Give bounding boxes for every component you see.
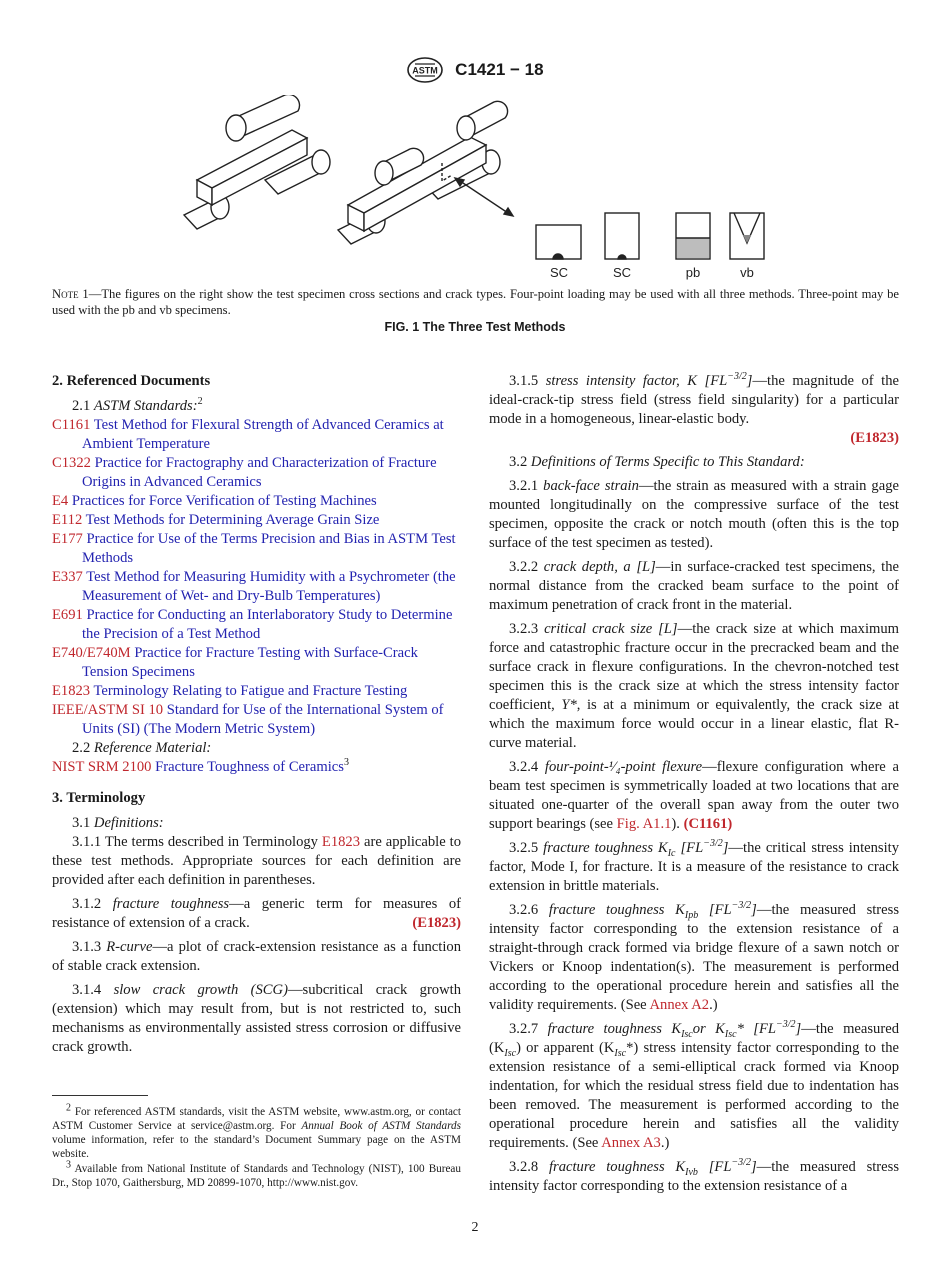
paragraph-3-1-5: 3.1.5 stress intensity factor, K $[FL^{-3/2}]—the$ magnitude of the ideal-crack-tip stress field (stress field singularity) for a particular mode in a homogeneous, linear-elastic body. (E1823) xyxy=(489,371,899,446)
paragraph-3-2-7: 3.2.7 fracture toughness $K_{Isc}or$ $K_{Isc}*$ $[FL^{-3/2}]—the$ measured $(K_{Isc})$ or apparent $(K_{Isc}*)$ stress intensity factor corresponding to the extension resistance of a semi-elliptical crack formed via Knoop indentation, for which the residual stress field due to indentation has been removed. The measurement is performed according to the operational procedure herein and satisfies all the validity requirements. (See Annex A3.) xyxy=(489,1019,899,1151)
link-e1823[interactable]: (E1823) xyxy=(412,915,461,931)
paragraph-3-2-8: 3.2.8 fracture toughness $K_{Ivb}$ $[FL^{-3/2}]—the$ measured stress intensity factor corresponding to the extension resistance of a xyxy=(489,1157,899,1194)
reference-item[interactable]: E337 Test Method for Measuring Humidity with a Psychrometer (the Measurement of Wet- and Dry-Bulb Temperatures) xyxy=(52,569,456,604)
link-c1161[interactable]: (C1161) xyxy=(683,816,733,832)
svg-text:ASTM: ASTM xyxy=(412,65,439,76)
standard-designation: C1421 − 18 xyxy=(455,60,544,79)
reference-item[interactable]: E112 Test Methods for Determining Average Grain Size xyxy=(52,512,380,528)
reference-item[interactable]: C1161 Test Method for Flexural Strength of Advanced Ceramics at Ambient Temperature xyxy=(52,417,444,452)
footnote-3: $^3$ Available from National Institute of Standards and Technology (NIST), 100 Bureau Dr., Stop 1070, Gaithersburg, MD 20899-1070, http://www.nist.gov. xyxy=(52,1159,461,1189)
cross-section-sc-1 xyxy=(536,225,581,259)
cross-section-label: SC xyxy=(612,265,632,280)
link-fig-a1-1[interactable]: Fig. A1.1 xyxy=(616,816,672,832)
section-2-heading: 2. Referenced Documents xyxy=(52,373,211,389)
figure-note: Note 1—The figures on the right show the test specimen cross sections and crack types. Four-point loading may be used with all three methods. Three-point may be used with the pb and vb specimens. xyxy=(52,287,899,317)
cross-section-pb xyxy=(676,213,710,259)
referenced-documents-list xyxy=(52,416,461,739)
link-e1823[interactable]: E1823 xyxy=(321,834,361,850)
footnote-2: $^2$ For referenced ASTM standards, visit the ASTM website, www.astm.org, or contact ASTM Customer Service at service@astm.org. For Annual Book of ASTM Standards volume information, refer to the standard’s Document Summary page on the ASTM website. xyxy=(52,1102,461,1160)
astm-logo-icon xyxy=(406,55,444,85)
paragraph-3-2-1: 3.2.1 back-face strain—the strain as measured with a strain gage mounted longitudinally on the compressive surface of the test specimen, opposite the crack or notch mouth (often this is the top surface of the test specimen as tested). xyxy=(489,478,899,551)
paragraph-3-2-6: 3.2.6 fracture toughness $K_{Ipb}$ $[FL^{-3/2}]—the$ measured stress intensity factor corresponding to the extension resistance of a straight-through crack formed via bridge flexure of a sawn notch or Vickers or Knoop indentation(s). The measurement is performed according to the operational procedure herein and satisfies all the validity requirements. (See Annex A2.) xyxy=(489,900,899,1013)
subsection-3-1: 3.1 Definitions: xyxy=(72,815,164,831)
test-methods-figure xyxy=(170,95,790,285)
paragraph-3-2-2: 3.2.2 crack depth, a [L]—in surface-cracked test specimens, the normal distance from the cracked beam surface to the point of maximum penetration of crack front in the material. xyxy=(489,559,899,613)
reference-item[interactable]: E4 Practices for Force Verification of Testing Machines xyxy=(52,493,377,509)
section-3-heading: 3. Terminology xyxy=(52,790,146,806)
reference-item-nist[interactable]: NIST SRM 2100 Fracture Toughness of Ceramics$^3$ xyxy=(52,757,349,775)
subsection-2-2: 2.2 Reference Material: xyxy=(72,740,212,756)
cross-section-sc-2 xyxy=(605,213,639,259)
left-column xyxy=(52,372,461,1062)
reference-item[interactable]: E740/E740M Practice for Fracture Testing with Surface-Crack Tension Specimens xyxy=(52,645,418,680)
page-number: 2 xyxy=(471,1220,479,1235)
cross-section-label: SC xyxy=(549,265,569,280)
subsection-2-1: 2.1 ASTM Standards:$^2$ xyxy=(72,396,203,414)
right-column xyxy=(489,372,899,1201)
reference-item[interactable]: E691 Practice for Conducting an Interlaboratory Study to Determine the Precision of a Test Method xyxy=(52,607,453,642)
cross-section-label: pb xyxy=(685,265,701,280)
four-point-top-roller-right xyxy=(457,101,508,140)
link-annex-a3[interactable]: Annex A3 xyxy=(601,1135,661,1151)
paragraph-3-1-2: 3.1.2 fracture toughness—a generic term for measures of resistance of extension of a crack. (E1823) xyxy=(52,896,461,931)
paragraph-3-2-5: 3.2.5 fracture toughness $K_{Ic}$ $[FL^{-3/2}]—the$ critical stress intensity factor, Mode I, for fracture. It is a measure of the resistance to crack extension in brittle materials. xyxy=(489,838,899,894)
reference-item[interactable]: IEEE/ASTM SI 10 Standard for Use of the International System of Units (SI) (The Modern Metric System) xyxy=(52,702,444,737)
footnote-rule xyxy=(52,1095,148,1096)
cross-section-label: vb xyxy=(740,265,754,280)
subsection-3-2: 3.2 Definitions of Terms Specific to This Standard: xyxy=(509,454,805,470)
link-annex-a2[interactable]: Annex A2 xyxy=(649,997,710,1013)
paragraph-3-1-3: 3.1.3 R-curve—a plot of crack-extension resistance as a function of stable crack extension. xyxy=(52,939,461,974)
paragraph-3-1-1: 3.1.1 The terms described in Terminology E1823 are applicable to these test methods. Appropriate sources for each definition are provided after each definition in parentheses. xyxy=(52,834,462,888)
page-header xyxy=(0,55,950,85)
reference-item[interactable]: C1322 Practice for Fractography and Characterization of Fracture Origins in Advanced Ceramics xyxy=(52,455,437,490)
figure-caption: FIG. 1 The Three Test Methods xyxy=(384,320,566,334)
paragraph-3-2-4: 3.2.4 four-point-¹⁄₄-point flexure—flexure configuration where a beam test specimen is symmetrically loaded at two locations that are situated one-quarter of the overall span away from the outer two support bearings (see Fig. A1.1). (C1161) xyxy=(489,759,899,832)
cross-section-arrow xyxy=(455,178,513,216)
cross-section-vb xyxy=(730,213,764,259)
link-e1823[interactable]: (E1823) xyxy=(850,430,899,446)
reference-item[interactable]: E1823 Terminology Relating to Fatigue and Fracture Testing xyxy=(52,683,408,699)
paragraph-3-2-3: 3.2.3 critical crack size [L]—the crack size at which maximum force and catastrophic fracture occur in the precracked beam and the surface crack in flexure configurations. In the chevron-notched test specimen this is the crack size at which the stress intensity factor coefficient, Y*, is at a minimum or equivalently, the crack size at which the maximum force would occur in a linear elastic, flat R-curve material. xyxy=(489,621,900,751)
reference-item[interactable]: E177 Practice for Use of the Terms Precision and Bias in ASTM Test Methods xyxy=(52,531,456,566)
paragraph-3-1-4: 3.1.4 slow crack growth (SCG)—subcritical crack growth (extension) which may result from, but is not restricted to, such mechanisms as environmentally assisted stress corrosion or diffusive crack growth. xyxy=(52,982,461,1055)
